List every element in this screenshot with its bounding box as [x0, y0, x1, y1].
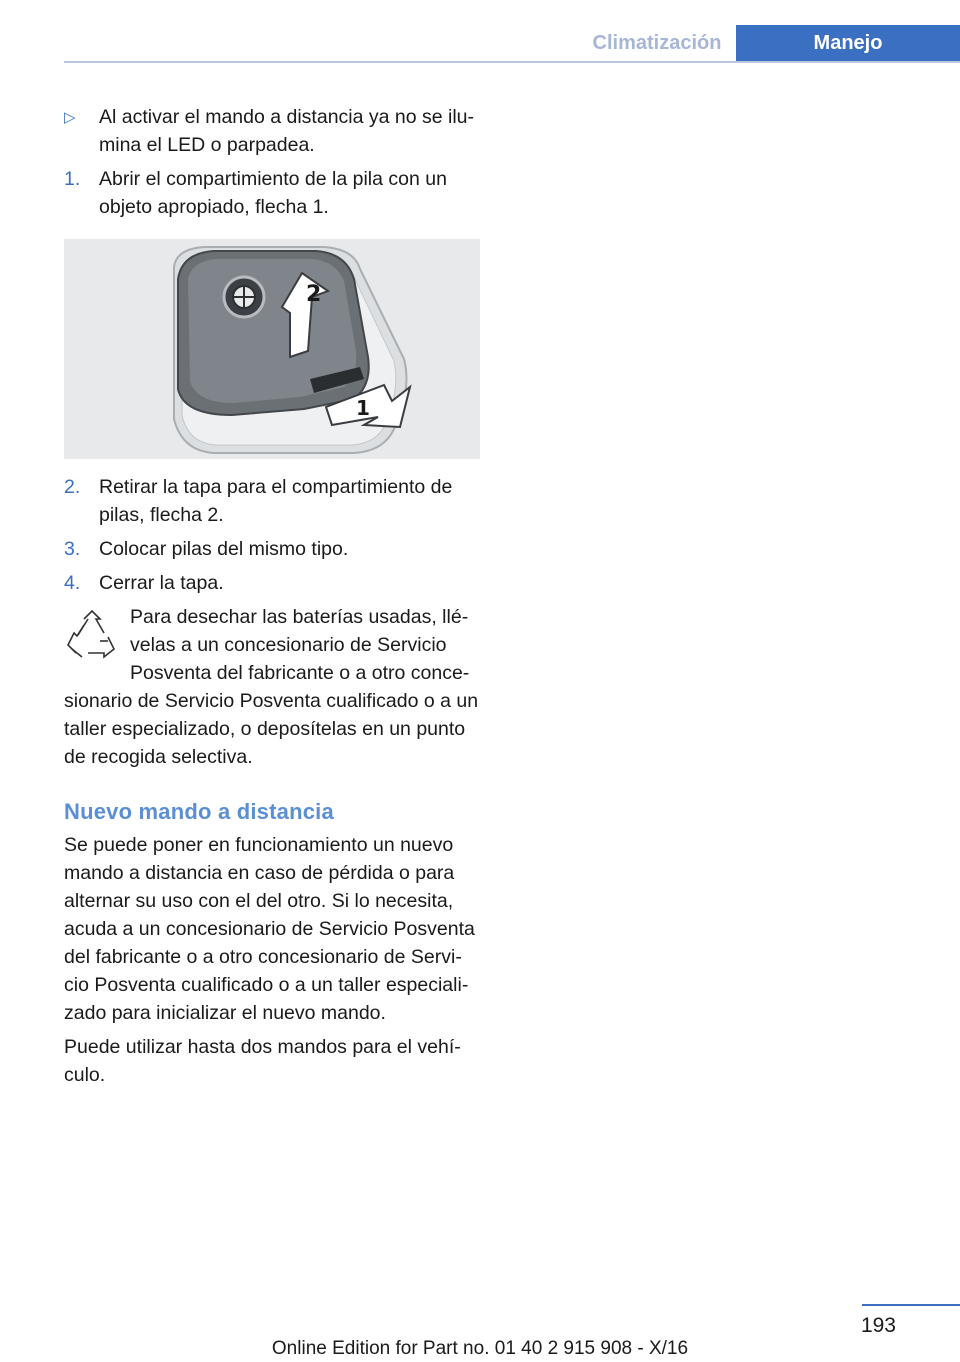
arrow-label-2: 2: [306, 282, 322, 307]
list-item-text: Al activar el mando a distancia ya no se ilu-mina el LED o parpadea.: [99, 106, 475, 156]
list-item: [64, 165, 480, 221]
list-item: [64, 103, 480, 159]
arrow-label-1: 1: [356, 396, 370, 420]
page-content: [64, 103, 480, 1095]
key-battery-figure: [64, 239, 480, 459]
list-item: [64, 569, 480, 597]
triangle-bullet-icon: ▷: [64, 109, 76, 126]
recycle-icon: [64, 607, 120, 663]
list-item-text: Retirar la tapa para el compartimiento de pilas, flecha 2.: [99, 476, 453, 526]
step-number: 1.: [64, 168, 81, 190]
tab-climatizacion[interactable]: Climatización: [592, 32, 722, 54]
list-item-text: Cerrar la tapa.: [99, 572, 224, 594]
note-text: Para desechar las baterías usadas, llé-velas a un concesionario de Servicio Posventa del fabricante o a otro conce-sionario de Servicio Posventa cualificado o a un taller especializado, o deposítelas en un punto de recogida selectiva.: [64, 606, 479, 768]
step-number: 2.: [64, 476, 81, 498]
list-item: [64, 535, 480, 563]
paragraph: Se puede poner en funcionamiento un nuevo mando a distancia en caso de pérdida o para alternar su uso con el del otro. Si lo necesita, acuda a un concesionario de Servicio Posventa del fabricante o a otro concesionario de Servi-cio Posventa cualificado o a un taller especiali-zado para inicializar el nuevo mando.: [64, 834, 475, 1024]
step-number: 4.: [64, 572, 81, 594]
bmw-key-battery-illustration: [64, 239, 480, 459]
paragraph: Puede utilizar hasta dos mandos para el vehí-culo.: [64, 1036, 461, 1086]
section-title: Nuevo mando a distancia: [64, 799, 334, 824]
list-item-text: Colocar pilas del mismo tipo.: [99, 538, 349, 560]
footer-rule: [862, 1304, 960, 1306]
list-item-text: Abrir el compartimiento de la pila con un objeto apropiado, flecha 1.: [99, 168, 447, 218]
header-rule: [64, 61, 960, 63]
recycling-note: [64, 603, 480, 771]
page-number: 193: [860, 1314, 896, 1337]
step-number: 3.: [64, 538, 81, 560]
tab-manejo[interactable]: Manejo: [736, 25, 960, 61]
edition-footer: Online Edition for Part no. 01 40 2 915 908 - X/16: [271, 1338, 689, 1359]
list-item: [64, 473, 480, 529]
